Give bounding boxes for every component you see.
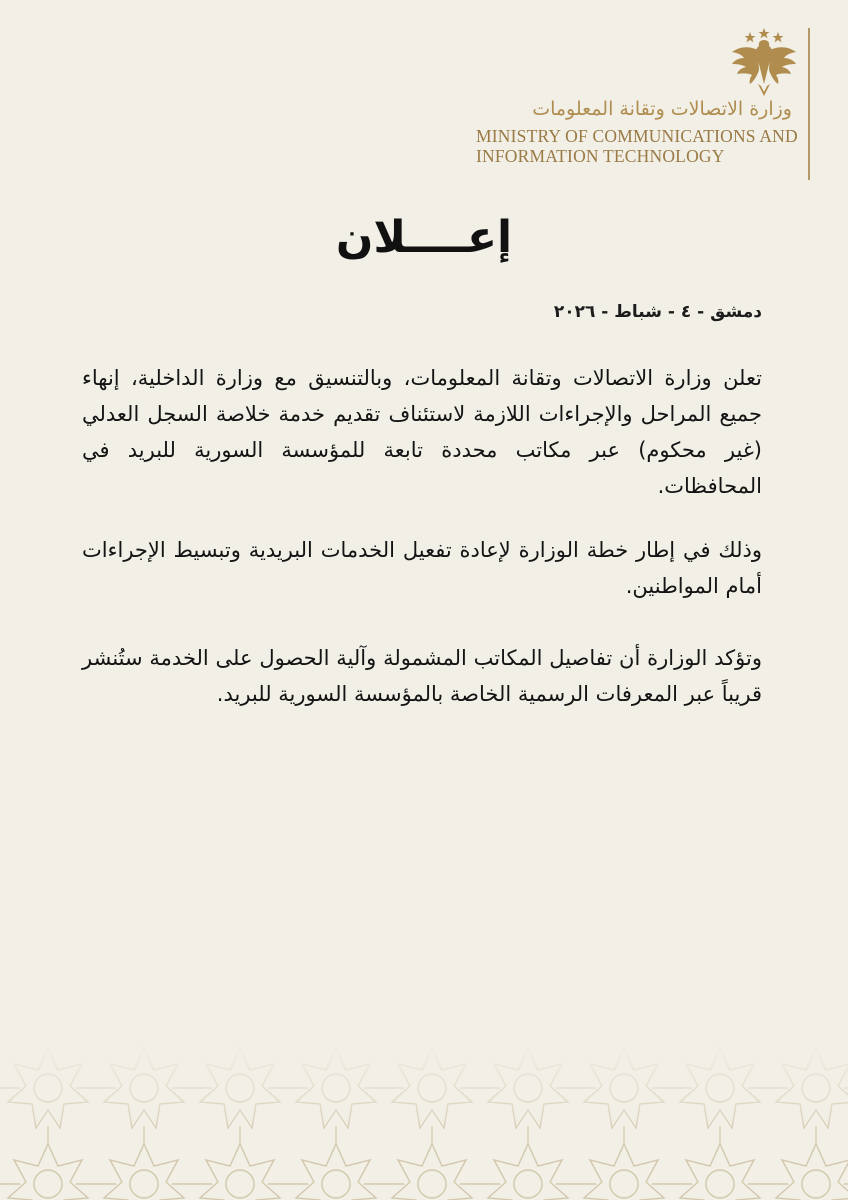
ministry-name-english-line1: MINISTRY OF COMMUNICATIONS AND — [476, 126, 798, 146]
ministry-name-english — [476, 126, 796, 166]
announcement-date: دمشق - ٤ - شباط - ٢٠٢٦ — [553, 302, 762, 322]
header-divider — [808, 28, 810, 180]
announcement-paragraph-1: تعلن وزارة الاتصالات وتقانة المعلومات، وبالتنسيق مع وزارة الداخلية، إنهاء جميع المراحل والإجراءات اللازمة لاستئناف تقديم خدمة خلاصة السجل العدلي (غير محكوم) عبر مكاتب محددة تابعة للمؤسسة السورية للبريد في المحافظات. — [82, 366, 762, 498]
ministry-name-arabic: وزارة الاتصالات وتقانة المعلومات — [532, 98, 792, 120]
announcement-paragraph-3: وتؤكد الوزارة أن تفاصيل المكاتب المشمولة وآلية الحصول على الخدمة ستُنشر قريباً عبر المعرفات الرسمية الخاصة بالمؤسسة السورية للبريد. — [82, 646, 762, 706]
eagle-emblem-icon — [728, 26, 800, 98]
announcement-paragraph-2: وذلك في إطار خطة الوزارة لإعادة تفعيل الخدمات البريدية وتبسيط الإجراءات أمام المواطنين. — [82, 538, 762, 598]
islamic-star-pattern-icon — [0, 1040, 848, 1200]
announcement-title: إعــــلان — [335, 212, 513, 263]
ministry-name-english-line2: INFORMATION TECHNOLOGY — [476, 146, 725, 166]
